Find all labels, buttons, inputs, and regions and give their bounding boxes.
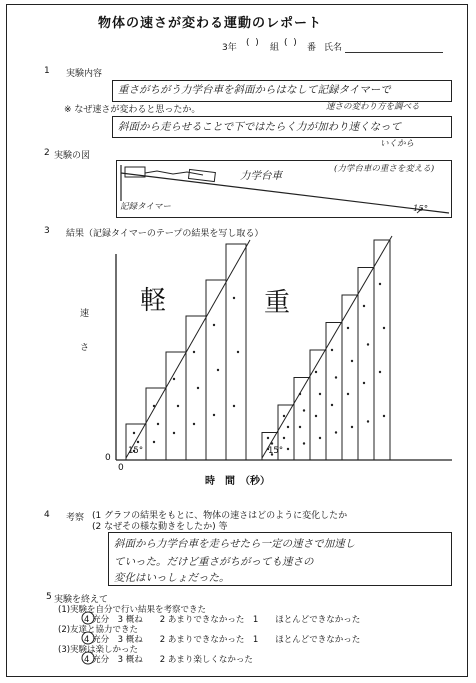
angle-right-label: 15°	[268, 446, 284, 456]
tape-dot	[137, 441, 139, 443]
ban-label: 番	[307, 43, 317, 53]
tape-bar-light-4	[186, 316, 206, 460]
tape-dot	[347, 327, 349, 329]
tape-bar-heavy-8	[374, 240, 390, 460]
section4-q1: (1 グラフの結果をもとに、物体の速さはどのように変化したか	[92, 511, 348, 521]
tape-dot	[363, 305, 365, 307]
tape-dot	[233, 297, 235, 299]
tape-bar-heavy-7	[358, 268, 374, 461]
diagram-label-note: (力学台車の重さを変える)	[334, 164, 435, 174]
tape-dot	[283, 437, 285, 439]
section3-heading: 結果（記録タイマーのテープの結果を写し取る）	[66, 229, 264, 239]
tape-dot	[271, 442, 273, 444]
section1-answer-1-tail: 速さの変わり方を調べる	[326, 102, 420, 112]
light-trend-line	[126, 240, 250, 458]
kumi-blank: ( )	[284, 38, 297, 48]
heavy-trend-line	[262, 236, 392, 458]
section1-question: ※ なぜ速さが変わると思ったか。	[64, 105, 201, 115]
tape-dot	[335, 376, 337, 378]
section5-q2: (2)友達と協力できた	[58, 625, 139, 635]
tape-dot	[237, 351, 239, 353]
tape-dot	[351, 360, 353, 362]
tape-dot	[177, 405, 179, 407]
rating-circle-3	[82, 652, 94, 664]
tape-dot	[347, 393, 349, 395]
section5-q1: (1)実験を自分で行い結果を考察できた	[58, 605, 207, 615]
tape-dot	[287, 448, 289, 450]
tape-dot	[383, 327, 385, 329]
kumi-label: 組	[270, 43, 280, 53]
tape-dot	[153, 405, 155, 407]
tape-dot	[153, 441, 155, 443]
tape-dot	[383, 415, 385, 417]
tape-dot	[173, 378, 175, 380]
tape-dot	[173, 432, 175, 434]
tape-dot	[217, 369, 219, 371]
label-heavy: 重	[264, 288, 291, 318]
tape-line	[145, 171, 203, 175]
name-underline	[345, 52, 443, 53]
section2-number: 2	[44, 148, 50, 158]
tape-bar-heavy-4	[310, 350, 326, 460]
tape-bar-light-2	[146, 388, 166, 460]
tape-dot	[303, 409, 305, 411]
section1-answer-1: 重さがちがう力学台車を斜面からはなして記録タイマーで	[118, 84, 391, 96]
tape-dot	[299, 426, 301, 428]
section4-answer-3: 変化はいっしょだった。	[114, 572, 230, 584]
tape-dot	[379, 283, 381, 285]
diagram-label-cart: 力学台車	[240, 170, 282, 182]
section5-q3: (3)実験は楽しかった	[58, 645, 139, 655]
section1-heading: 実験内容	[66, 69, 103, 79]
section1-number: 1	[44, 66, 50, 76]
tape-bar-heavy-5	[326, 323, 342, 461]
tape-dot	[287, 426, 289, 428]
tape-dot	[315, 415, 317, 417]
tape-dot	[367, 420, 369, 422]
tape-dot	[363, 382, 365, 384]
tape-dot	[319, 393, 321, 395]
tape-dot	[233, 405, 235, 407]
rating-circle-2	[82, 632, 94, 644]
tape-dot	[367, 343, 369, 345]
section4-heading: 考察	[66, 513, 85, 523]
section1-answer-2: 斜面から走らせることで下ではたらく力が加わり速くなって	[118, 121, 402, 133]
tape-dot	[193, 423, 195, 425]
page-title: 物体の速さが変わる運動のレポート	[98, 16, 323, 31]
section5-heading: 実験を終えて	[54, 595, 109, 605]
grade-blank: ( )	[246, 38, 259, 48]
section5-scale-3: 4 充分 3 概ね 2 あまり楽しくなかった	[84, 655, 253, 665]
chart-origin-label: 0	[105, 453, 111, 463]
section5-number: 5	[46, 592, 52, 602]
section5-scale-2: 4 充分 3 概ね 2 あまりできなかった 1 ほとんどできなかった	[84, 635, 361, 645]
tape-dot	[283, 415, 285, 417]
section3-number: 3	[44, 226, 50, 236]
tape-dot	[335, 431, 337, 433]
tape-dot	[193, 351, 195, 353]
tape-dot	[133, 432, 135, 434]
x-axis-label: 時 間 （秒）	[205, 476, 270, 487]
tape-bar-light-3	[166, 352, 186, 460]
tape-dot	[303, 442, 305, 444]
angle-left-label: 15°	[128, 446, 144, 456]
tape-dot	[319, 437, 321, 439]
tape-dot	[299, 393, 301, 395]
tape-bar-light-5	[206, 280, 226, 460]
result-chart	[112, 234, 457, 466]
tape-dot	[331, 404, 333, 406]
tape-dot	[315, 371, 317, 373]
label-light: 軽	[140, 286, 167, 316]
section2-heading: 実験の図	[54, 151, 91, 161]
tape-dot	[213, 414, 215, 416]
diagram-label-angle: 15°	[413, 204, 429, 214]
tape-dot	[213, 324, 215, 326]
section4-number: 4	[44, 510, 50, 520]
section4-answer-1: 斜面から力学台車を走らせたら一定の速さで加速し	[114, 538, 356, 550]
grade-label: 3年	[222, 43, 237, 53]
diagram-label-timer: 記録タイマー	[120, 202, 171, 212]
rating-circle-1	[82, 612, 94, 624]
tape-dot	[331, 349, 333, 351]
chart-origin-right-label: 0	[118, 463, 124, 473]
section1-answer-2-tail: いくから	[380, 139, 415, 149]
tape-dot	[197, 387, 199, 389]
tape-dot	[351, 426, 353, 428]
tape-dot	[267, 437, 269, 439]
y-axis-label-1: 速	[80, 309, 90, 319]
section5-scale-1: 4 充分 3 概ね 2 あまりできなかった 1 ほとんどできなかった	[84, 615, 361, 625]
y-axis-label-2: さ	[80, 343, 90, 353]
section4-answer-2: ていった。だけど重さがちがっても速さの	[114, 556, 314, 568]
section4-q2: (2 なぜその様な動きをしたか) 等	[92, 522, 228, 532]
tape-dot	[379, 371, 381, 373]
tape-dot	[157, 423, 159, 425]
cart-icon	[188, 169, 215, 181]
tape-bar-heavy-6	[342, 295, 358, 460]
rating-circles	[80, 608, 100, 668]
name-label: 氏名	[324, 43, 343, 53]
